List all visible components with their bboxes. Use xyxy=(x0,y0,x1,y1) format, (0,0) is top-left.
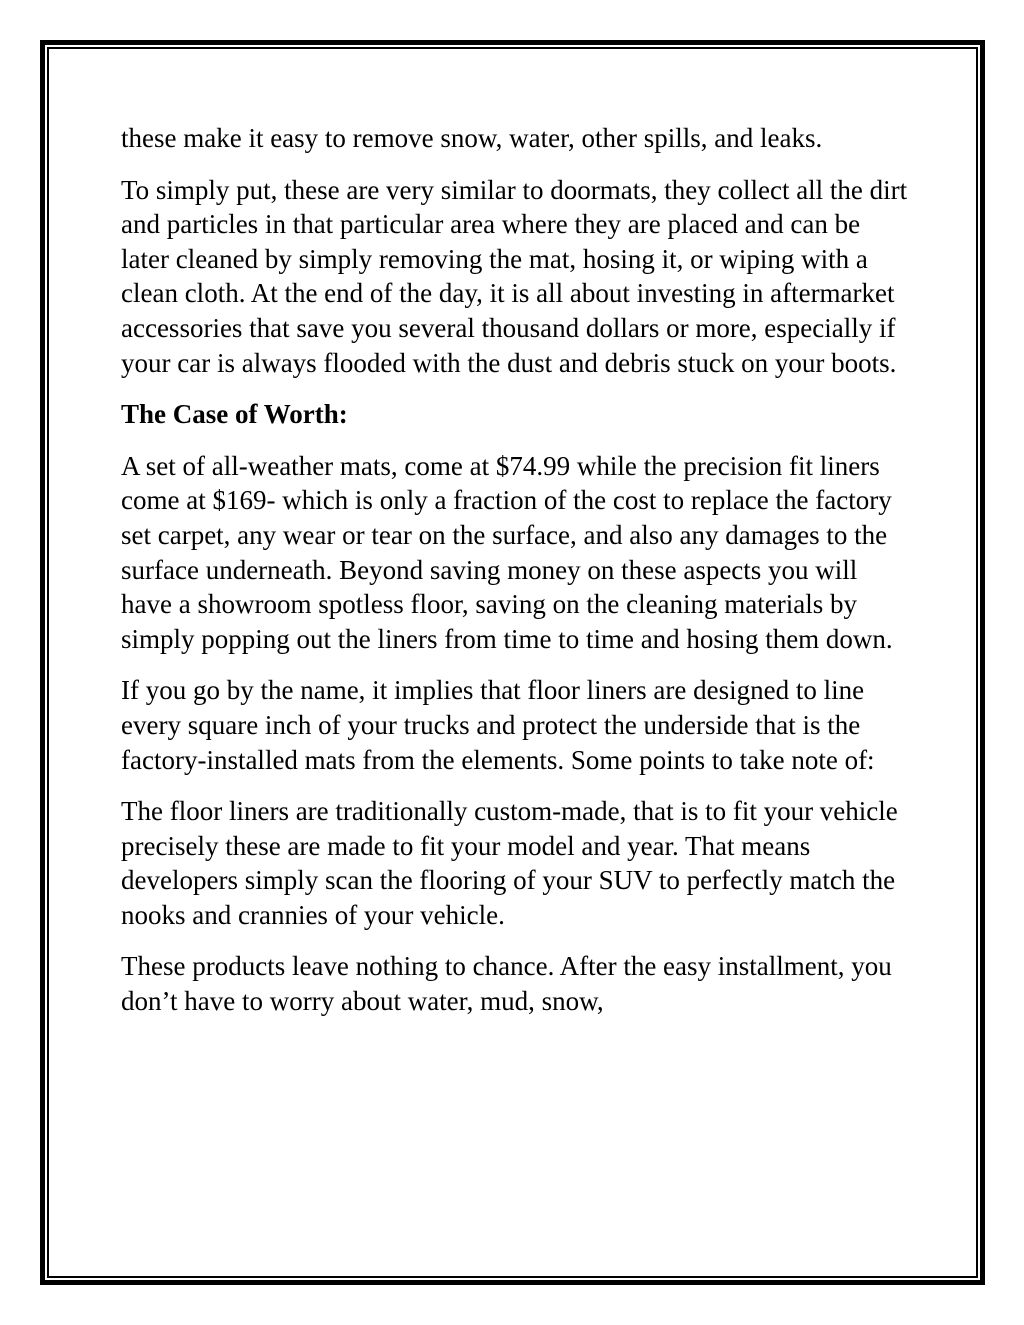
paragraph-pricing: A set of all-weather mats, come at $74.99 while the precision fit liners come at $169- which is only a fraction of the cost to replace the factory set carpet, any wear or tear on the surface, and also any damages to the surface underneath. Beyond saving money on these aspects you will have a showroom spotless floor, saving on the cleaning materials by simply popping out the liners from time to time and hosing them down. xyxy=(121,450,893,654)
paragraph-nothing-to-chance: These products leave nothing to chance. After the easy installment, you don’t have to worry about water, mud, snow, xyxy=(121,951,892,1017)
document-body xyxy=(121,121,911,1036)
section-heading: The Case of Worth: xyxy=(121,399,348,430)
paragraph-custom-made: The floor liners are traditionally custom-made, that is to fit your vehicle precisely these are made to fit your model and year. That means developers simply scan the flooring of your SUV to perfectly match the nooks and crannies of your vehicle. xyxy=(121,796,898,930)
paragraph-floor-liners: If you go by the name, it implies that floor liners are designed to line every square inch of your trucks and protect the underside that is the factory-installed mats from the elements. Some points to take note of: xyxy=(121,675,875,775)
paragraph-doormats: To simply put, these are very similar to doormats, they collect all the dirt and particles in that particular area where they are placed and can be later cleaned by simply removing the mat, hosing it, or wiping with a clean cloth. At the end of the day, it is all about investing in aftermarket accessories that save you several thousand dollars or more, especially if your car is always flooded with the dust and debris stuck on your boots. xyxy=(121,174,908,378)
paragraph-continuation: these make it easy to remove snow, water, other spills, and leaks. xyxy=(121,123,823,153)
